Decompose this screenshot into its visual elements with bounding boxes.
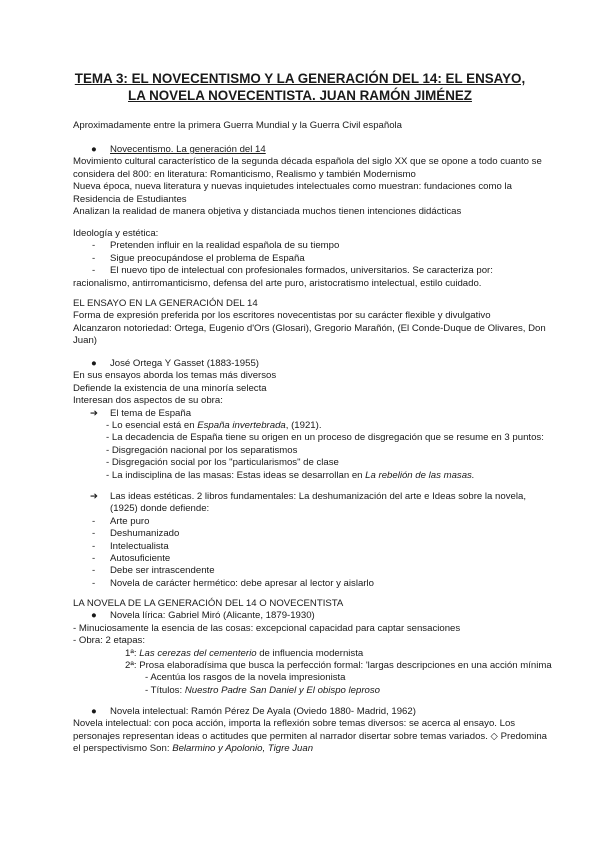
- list-item: [73, 240, 543, 252]
- novela-intelectual-text: Novela intelectual: Ramón Pérez De Ayala (Oviedo 1880- Madrid, 1962): [110, 706, 416, 717]
- ensayo-heading: EL ENSAYO EN LA GENERACIÓN DEL 14: [73, 298, 258, 309]
- novela-lirica-text: Novela lírica: Gabriel Miró (Alicante, 1879-1930): [110, 610, 315, 622]
- list-item-text: Pretenden influir en la realidad española de su tiempo: [110, 240, 340, 252]
- novecentismo-line: Movimiento cultural característico de la segunda década española del siglo XX que se opone a todo cuanto se: [73, 156, 542, 168]
- bullet-icon: ●: [91, 706, 97, 717]
- dash-marker: -: [92, 240, 96, 252]
- novecentismo-heading: [73, 144, 543, 156]
- dash-marker: -: [92, 577, 96, 589]
- dash-marker: -: [92, 553, 96, 565]
- list-item: [73, 553, 543, 565]
- list-item: [73, 265, 543, 277]
- ensayo-line: Forma de expresión preferida por los escritores novecentistas por su carácter flexible y divulgativo: [73, 310, 491, 322]
- bullet-icon: ●: [91, 610, 97, 622]
- arrow-icon: ➔: [90, 407, 99, 419]
- novela-section: [73, 598, 552, 697]
- ortega-line: En sus ensayos aborda los temas más diversos: [73, 370, 277, 382]
- novecentismo-line: Nueva época, nueva literatura y nuevas inquietudes intelectuales como muestran: fundaciones como la: [73, 181, 512, 193]
- dash-marker: -: [92, 528, 96, 540]
- book-title: Las cerezas del cementerio: [139, 647, 257, 659]
- dash-marker: -: [92, 565, 96, 577]
- ortega-line: Interesan dos aspectos de su obra:: [73, 395, 223, 407]
- ideas-esteticas-item: [73, 491, 543, 503]
- book-title: La rebelión de las masas.: [365, 469, 475, 481]
- list-item-text: El nuevo tipo de intelectual con profesionales formados, universitarios. Se caracteriza por:: [110, 265, 493, 277]
- list-item-text: Debe ser intrascendente: [110, 565, 215, 577]
- novela-intelectual-line: personajes representan ideas o actitudes que permiten al narrador disertar sobre temas variados. ◇ Predomina: [73, 730, 547, 742]
- novecentismo-line: Analizan la realidad de manera objetiva y distanciada muchos tienen intenciones didácticas: [73, 206, 462, 218]
- intro-text: Aproximadamente entre la primera Guerra Mundial y la Guerra Civil española: [73, 120, 403, 131]
- dash-marker: -: [92, 265, 96, 277]
- list-item-text: Deshumanizado: [110, 528, 180, 540]
- ideas-esteticas-section: [73, 491, 543, 590]
- ortega-line: Defiende la existencia de una minoría selecta: [73, 382, 267, 394]
- ensayo-line: Juan): [73, 335, 97, 347]
- novecentismo-line: Residencia de Estudiantes: [73, 193, 187, 205]
- ortega-heading-text: José Ortega Y Gasset (1883-1955): [110, 358, 259, 369]
- book-title: España invertebrada: [197, 420, 286, 432]
- tema-point-text: - Lo esencial está en: [106, 420, 198, 432]
- title-line-1: TEMA 3: EL NOVECENTISMO Y LA GENERACIÓN DEL 14: EL ENSAYO,: [74, 71, 526, 86]
- list-item-text: Arte puro: [110, 515, 150, 527]
- novela-intelectual-text: el perspectivismo Son:: [73, 743, 173, 755]
- intro-paragraph: [73, 120, 543, 132]
- ideologia-heading: Ideología y estética:: [73, 228, 159, 239]
- arrow-icon: ➔: [90, 491, 99, 502]
- novela-heading: LA NOVELA DE LA GENERACIÓN DEL 14 O NOVECENTISTA: [73, 598, 344, 609]
- list-item-text: Autosuficiente: [110, 553, 171, 565]
- novecentismo-line: considera del 800: en literatura: Romanticismo, Realismo y también Modernismo: [73, 168, 416, 180]
- etapa-detail: [73, 685, 543, 697]
- tema-point: [73, 420, 543, 432]
- ortega-heading: [73, 358, 543, 370]
- tema-point: [73, 470, 543, 482]
- ensayo-section: [73, 298, 546, 348]
- tema-espana-text: El tema de España: [110, 407, 192, 419]
- book-title: Nuestro Padre San Daniel y El obispo leproso: [184, 684, 380, 696]
- novela-intelectual-line: Novela intelectual: con poca acción, importa la reflexión sobre temas diversos: se acerca al ensayo. Los: [73, 718, 516, 730]
- novela-intelectual-heading: [73, 706, 543, 718]
- tema-point: - Disgregación nacional por los separatismos: [106, 444, 298, 456]
- etapa-detail-text: - Títulos:: [145, 684, 185, 696]
- novecentismo-section: [73, 144, 543, 218]
- list-item: [73, 528, 543, 540]
- list-item: [73, 253, 543, 265]
- novela-line: - Obra: 2 etapas:: [73, 635, 145, 647]
- dash-marker: -: [92, 540, 96, 552]
- tema-point: - Disgregación social por los "particularismos" de clase: [106, 457, 339, 469]
- ideologia-section: [73, 228, 543, 290]
- etapa-text: 1ª:: [125, 647, 140, 659]
- etapa-item: 2ª: Prosa elaboradísima que busca la perfección formal: 'largas descripciones en una acción mínima: [125, 660, 552, 672]
- tema-point-text: - La indisciplina de las masas: Estas ideas se desarrollan en: [106, 469, 366, 481]
- ideas-esteticas-continuation: (1925) donde defiende:: [110, 503, 210, 515]
- ensayo-line: Alcanzaron notoriedad: Ortega, Eugenio d'Ors (Glosari), Gregorio Marañón, (El Conde-Duque de Olivares, Don: [73, 322, 546, 334]
- page-title: [60, 70, 540, 104]
- novela-intelectual-line: [73, 743, 543, 755]
- bullet-icon: ●: [91, 144, 97, 155]
- dash-marker: -: [92, 515, 96, 527]
- ortega-section: [73, 358, 543, 482]
- bullet-icon: ●: [91, 358, 97, 369]
- etapa-item: [73, 648, 543, 660]
- list-item-continuation: racionalismo, antirromanticismo, defensa del arte puro, aristocratismo intelectual, estilo cuidado.: [73, 277, 482, 289]
- etapa-text: de influencia modernista: [256, 647, 364, 659]
- list-item-text: Intelectualista: [110, 540, 169, 552]
- tema-point: - La decadencia de España tiene su origen en un proceso de disgregación que se resume en 3 puntos:: [106, 432, 544, 444]
- list-item: [73, 516, 543, 528]
- list-item: [73, 578, 543, 590]
- book-title: Belarmino y Apolonio, Tigre Juan: [172, 743, 314, 755]
- etapa-detail: - Acentúa los rasgos de la novela impresionista: [145, 672, 346, 684]
- novela-intelectual-section: [73, 706, 547, 756]
- ideas-esteticas-text: Las ideas estéticas. 2 libros fundamentales: La deshumanización del arte e Ideas sobre la novela,: [110, 491, 526, 502]
- novecentismo-heading-text: Novecentismo. La generación del 14: [110, 144, 266, 155]
- list-item: [73, 541, 543, 553]
- novela-lirica-heading: [73, 610, 543, 622]
- tema-espana-item: [73, 408, 543, 420]
- dash-marker: -: [92, 252, 96, 264]
- title-line-2: LA NOVELA NOVECENTISTA. JUAN RAMÓN JIMÉNEZ: [128, 88, 472, 103]
- list-item-text: Sigue preocupándose el problema de España: [110, 252, 305, 264]
- list-item-text: Novela de carácter hermético: debe apresar al lector y aislarlo: [110, 577, 374, 589]
- novela-line: - Minuciosamente la esencia de las cosas: excepcional capacidad para captar sensaciones: [73, 622, 461, 634]
- list-item: [73, 565, 543, 577]
- tema-point-text: , (1921).: [285, 420, 322, 432]
